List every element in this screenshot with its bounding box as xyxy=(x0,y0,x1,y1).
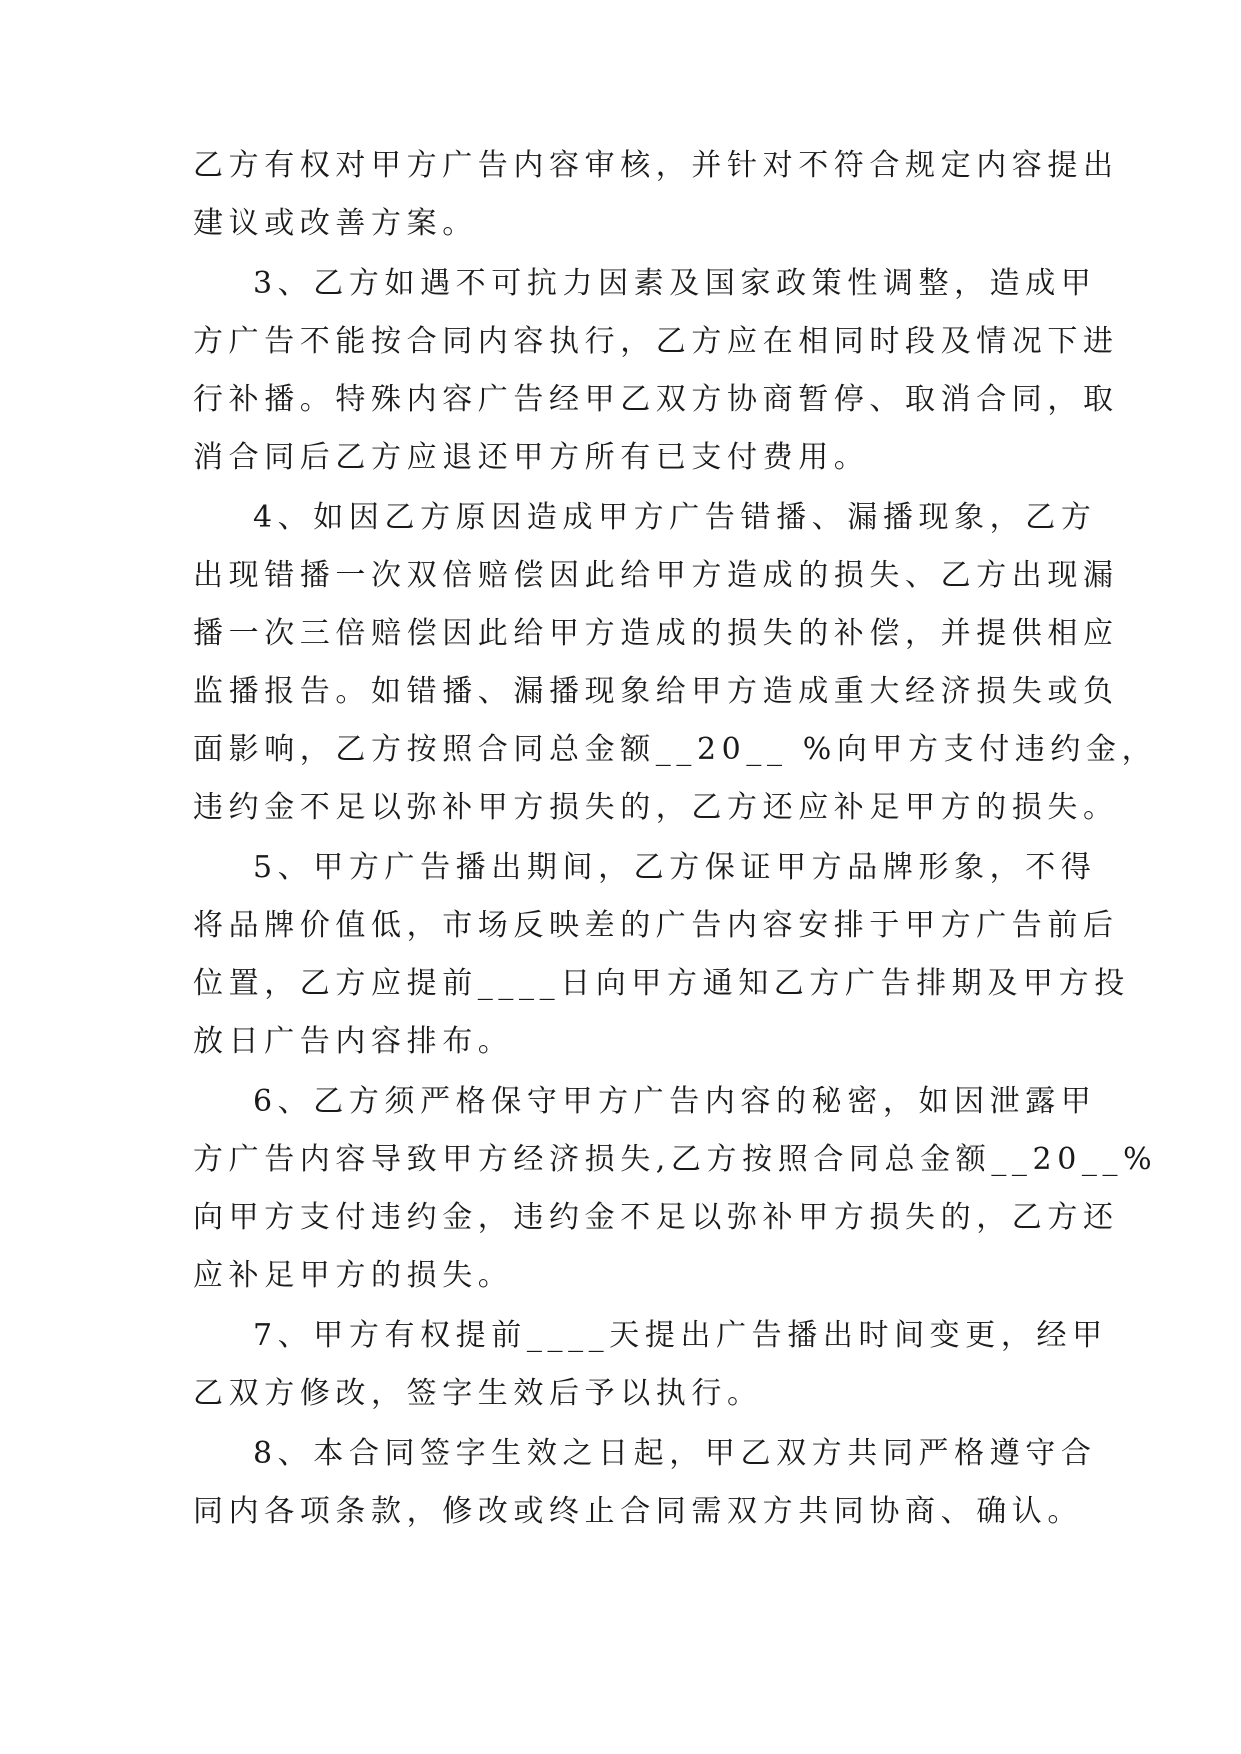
clause-6-line: 6、乙方须严格保守甲方广告内容的秘密，如因泄露甲 xyxy=(253,1084,1097,1119)
text-line: 监播报告。如错播、漏播现象给甲方造成重大经济损失或负 xyxy=(193,674,1119,709)
text-line: 向甲方支付违约金，违约金不足以弥补甲方损失的，乙方还 xyxy=(193,1200,1119,1235)
text-line: 方广告不能按合同内容执行，乙方应在相同时段及情况下进 xyxy=(193,324,1119,359)
text-line: 应补足甲方的损失。 xyxy=(193,1258,514,1293)
clause-8-line: 8、本合同签字生效之日起，甲乙双方共同严格遵守合 xyxy=(253,1436,1097,1471)
text-line: 消合同后乙方应退还甲方所有已支付费用。 xyxy=(193,440,870,475)
text-line: 位置，乙方应提前____日向甲方通知乙方广告排期及甲方投 xyxy=(193,966,1130,1001)
text-line: 违约金不足以弥补甲方损失的，乙方还应补足甲方的损失。 xyxy=(193,790,1119,825)
text-line: 播一次三倍赔偿因此给甲方造成的损失的补偿，并提供相应 xyxy=(193,616,1119,651)
text-line: 同内各项条款，修改或终止合同需双方共同协商、确认。 xyxy=(193,1494,1083,1529)
text-line: 出现错播一次双倍赔偿因此给甲方造成的损失、乙方出现漏 xyxy=(193,558,1119,593)
text-line: 方广告内容导致甲方经济损失,乙方按照合同总金额__20__% xyxy=(193,1142,1158,1177)
clause-3-line: 3、乙方如遇不可抗力因素及国家政策性调整，造成甲 xyxy=(253,266,1097,301)
clause-4-line: 4、如因乙方原因造成甲方广告错播、漏播现象，乙方 xyxy=(253,500,1097,535)
clause-5-line: 5、甲方广告播出期间，乙方保证甲方品牌形象，不得 xyxy=(253,850,1097,885)
text-line: 建议或改善方案。 xyxy=(193,206,478,241)
text-line: 乙双方修改，签字生效后予以执行。 xyxy=(193,1376,763,1411)
text-line: 面影响，乙方按照合同总金额__20__ %向甲方支付违约金， xyxy=(193,732,1158,767)
text-line: 将品牌价值低，市场反映差的广告内容安排于甲方广告前后 xyxy=(193,908,1119,943)
text-line: 乙方有权对甲方广告内容审核，并针对不符合规定内容提出 xyxy=(193,148,1119,183)
text-line: 放日广告内容排布。 xyxy=(193,1024,514,1059)
clause-7-line: 7、甲方有权提前____天提出广告播出时间变更，经甲 xyxy=(253,1318,1108,1353)
text-line: 行补播。特殊内容广告经甲乙双方协商暂停、取消合同，取 xyxy=(193,382,1119,417)
